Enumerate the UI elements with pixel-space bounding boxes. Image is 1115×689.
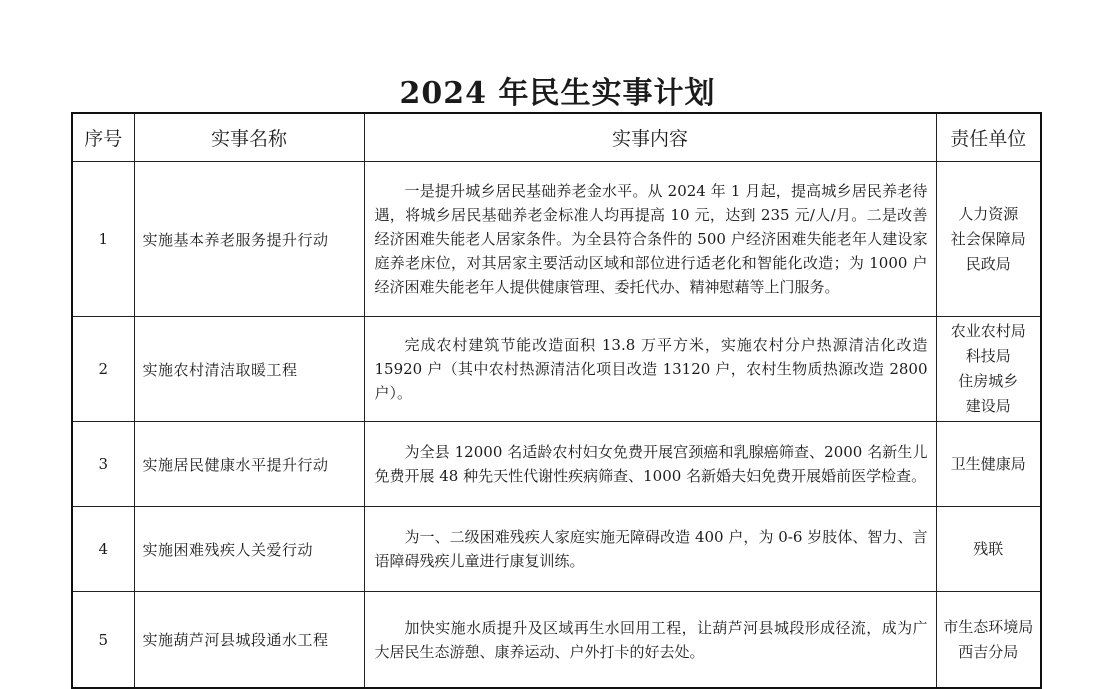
- row-unit: 农业农村局 科技局 住房城乡 建设局: [936, 317, 1041, 422]
- table-row: [72, 507, 1041, 592]
- row-unit: 市生态环境局 西吉分局: [936, 592, 1041, 689]
- header-name: 实事名称: [134, 113, 364, 162]
- header-unit: 责任单位: [936, 113, 1041, 162]
- table-header-row: [72, 113, 1041, 162]
- row-seq: 4: [72, 507, 134, 592]
- table-row: [72, 592, 1041, 689]
- row-name: 实施居民健康水平提升行动: [134, 422, 364, 507]
- row-seq: 3: [72, 422, 134, 507]
- row-content: 为全县 12000 名适龄农村妇女免费开展宫颈癌和乳腺癌筛查、2000 名新生儿免费开展 48 种先天性代谢性疾病筛查、1000 名新婚夫妇免费开展婚前医学检查。: [364, 422, 936, 507]
- row-unit: 人力资源 社会保障局 民政局: [936, 162, 1041, 317]
- row-name: 实施困难残疾人关爱行动: [134, 507, 364, 592]
- table-row: [72, 422, 1041, 507]
- row-content: 为一、二级困难残疾人家庭实施无障碍改造 400 户，为 0-6 岁肢体、智力、言语障碍残疾儿童进行康复训练。: [364, 507, 936, 592]
- row-content: 加快实施水质提升及区域再生水回用工程，让葫芦河县城段形成径流，成为广大居民生态游憩、康养运动、户外打卡的好去处。: [364, 592, 936, 689]
- header-seq: 序号: [72, 113, 134, 162]
- table-row: [72, 317, 1041, 422]
- livelihood-plan-table: [71, 112, 1042, 689]
- row-content: 完成农村建筑节能改造面积 13.8 万平方米，实施农村分户热源清洁化改造 15920 户（其中农村热源清洁化项目改造 13120 户，农村生物质热源改造 2800 户）。: [364, 317, 936, 422]
- row-name: 实施基本养老服务提升行动: [134, 162, 364, 317]
- row-seq: 1: [72, 162, 134, 317]
- row-seq: 2: [72, 317, 134, 422]
- document-title: 2024 年民生实事计划: [399, 76, 716, 111]
- row-name: 实施葫芦河县城段通水工程: [134, 592, 364, 689]
- row-unit: 卫生健康局: [936, 422, 1041, 507]
- header-content: 实事内容: [364, 113, 936, 162]
- table-row: [72, 162, 1041, 317]
- row-seq: 5: [72, 592, 134, 689]
- row-unit: 残联: [936, 507, 1041, 592]
- row-name: 实施农村清洁取暖工程: [134, 317, 364, 422]
- row-content: 一是提升城乡居民基础养老金水平。从 2024 年 1 月起，提高城乡居民养老待遇，将城乡居民基础养老金标准人均再提高 10 元，达到 235 元/人/月。二是改善经济困难失能老人居家条件。为全县符合条件的 500 户经济困难失能老年人建设家庭养老床位，对其居家主要活动区域和部位进行适老化和智能化改造；为 1000 户经济困难失能老年人提供健康管理、委托代办、精神慰藉等上门服务。: [364, 162, 936, 317]
